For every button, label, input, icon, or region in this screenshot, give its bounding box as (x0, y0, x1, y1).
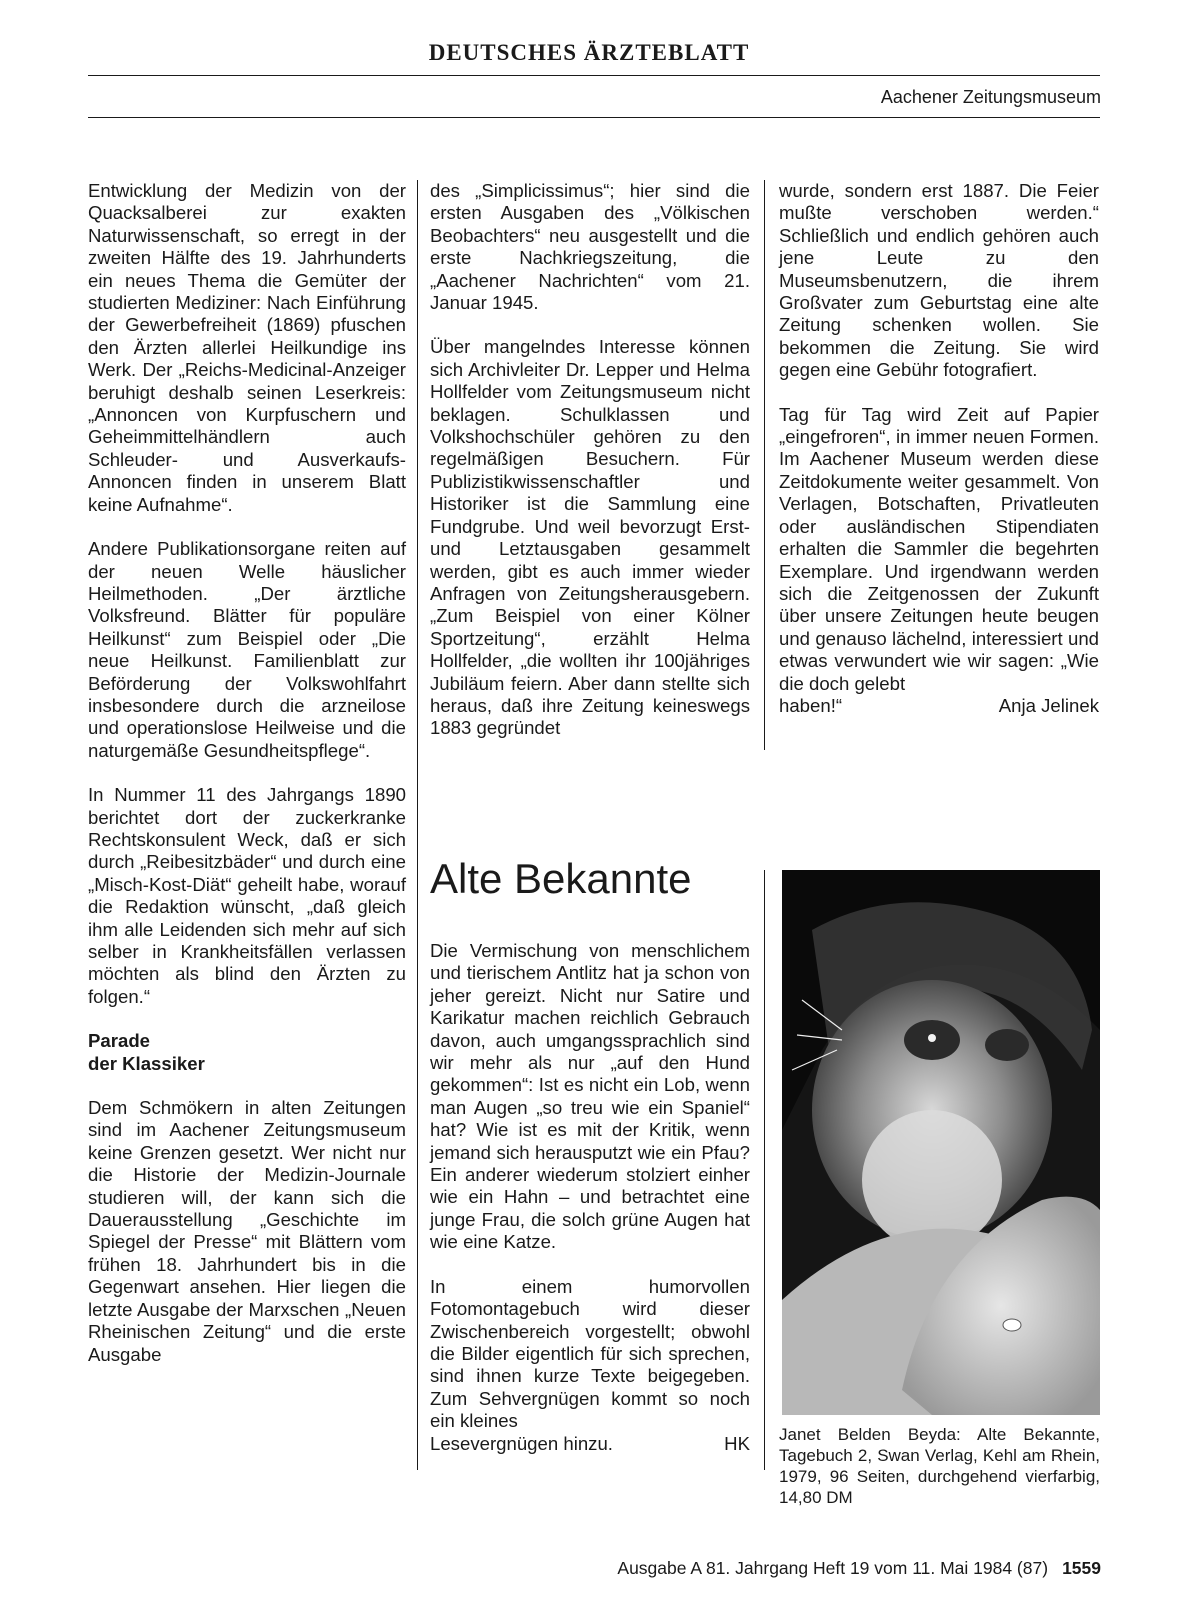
photo-montage (782, 870, 1100, 1415)
column-divider (417, 180, 418, 1470)
cat-woman-photo (782, 870, 1100, 1415)
paragraph: Über mangelndes Interesse können sich Archivleiter Dr. Lepper und Helma Hollfelder vom Zeitungsmuseum nicht beklagen. Schulklassen und Volkshochschüler gehören zu den regelmäßigen Besuchern. Für Publizistikwissenschaftler und Historiker ist die Sammlung eine Fundgrube. Und weil bevorzugt Erst- und Letztausgaben gesammelt werden, gibt es auch immer wieder Anfragen von Zeitungsherausgebern. „Zum Beispiel von einer Kölner Sportzeitung“, erzählt Helma Hollfelder, „die wollten ihr 100jähriges Jubiläum feiern. Aber dann stellte sich heraus, daß ihre Zeitung keineswegs 1883 gegründet (430, 336, 750, 739)
author: Anja Jelinek (998, 694, 1099, 716)
review-column (430, 940, 750, 1455)
paragraph: In Nummer 11 des Jahrgangs 1890 berichtet dort der zuckerkranke Rechtskonsulent Weck, daß er sich durch „Reibesitzbäder“ und durch eine „Misch-Kost-Diät“ geheilt habe, worauf die Redaktion wünscht, „daß gleich ihm alle Leidenden sich mehr auf sich selber in Krankheitsfällen verlassen möchten als blind den Ärzten zu folgen.“ (88, 784, 406, 1007)
paragraph: Dem Schmökern in alten Zeitungen sind im Aachener Zeitungsmuseum keine Grenzen gesetzt. Wer nicht nur die Historie der Medizin-Journale studieren will, der kann sich die Dauerausstellung „Geschichte im Spiegel der Presse“ mit Blättern vom frühen 18. Jahrhundert bis in die Gegenwart ansehen. Hier liegen die letzte Ausgabe der Marxschen „Neuen Rheinischen Zeitung“ und die erste Ausgabe (88, 1097, 406, 1365)
paragraph: Andere Publikationsorgane reiten auf der neuen Welle häuslicher Heilmethoden. „Der ärztliche Volksfreund. Blätter für populäre Heilkunst“ zum Beispiel oder „Die neue Heilkunst. Familienblatt zur Beförderung der Volkswohlfahrt insbesondere durch die arzneilose und operationslose Heilweise und die naturgemäße Gesundheitspflege“. (88, 538, 406, 761)
section-title: Aachener Zeitungsmuseum (880, 87, 1101, 107)
paragraph: In einem humorvollen Fotomontagebuch wird dieser Zwischenbereich vorgestellt; obwohl die Bilder eigentlich für sich sprechen, sind ihnen kurze Texte beigegeben. Zum Sehvergnügen kommt so noch ein kleines (430, 1275, 750, 1432)
paragraph-end: haben!“ (779, 694, 843, 716)
subheading-line-2: der Klassiker (88, 1052, 205, 1074)
paragraph: des „Simplicissimus“; hier sind die ersten Ausgaben des „Völkischen Beobachters“ neu ausgestellt und die erste Nachkriegszeitung, die „Aachener Nachrichten“ vom 21. Januar 1945. (430, 180, 750, 314)
section-rule (88, 117, 1100, 118)
footer (617, 1558, 1101, 1579)
masthead: DEUTSCHES ÄRZTEBLATT (428, 40, 750, 65)
review-title: Alte Bekannte (430, 855, 692, 902)
header-rule (88, 75, 1100, 76)
paragraph-end: Lesevergnügen hinzu. (430, 1432, 613, 1454)
initials: HK (724, 1432, 750, 1454)
article-column-3 (779, 180, 1099, 717)
column-divider (764, 870, 765, 1470)
page-number: 1559 (1062, 1558, 1101, 1578)
article-column-2 (430, 180, 750, 762)
column-divider (764, 180, 765, 750)
photo-caption: Janet Belden Beyda: Alte Bekannte, Tagebuch 2, Swan Verlag, Kehl am Rhein, 1979, 96 Seiten, durchgehend vierfarbig, 14,80 DM (779, 1425, 1100, 1507)
article-column-1 (88, 180, 406, 1388)
byline-line (430, 1433, 750, 1455)
subheading (88, 1030, 406, 1075)
paragraph: Entwicklung der Medizin von der Quacksalberei zur exakten Naturwissenschaft, so erregt in der zweiten Hälfte des 19. Jahrhunderts ein neues Thema die Gemüter der studierten Mediziner: Nach Einführung der Gewerbefreiheit (1869) pfuschen den Ärzten allerlei Heilkundige ins Werk. Der „Reichs-Medicinal-Anzeiger beruhigt deshalb seinen Leserkreis: „Annoncen von Kurpfuschern und Geheimmittelhändlern auch Schleuder- und Ausverkaufs-Annoncen finden in unserem Blatt keine Aufnahme“. (88, 180, 406, 515)
subheading-line-1: Parade (88, 1030, 151, 1052)
issue-info: Ausgabe A 81. Jahrgang Heft 19 vom 11. Mai 1984 (87) (617, 1558, 1049, 1578)
paragraph: Die Vermischung von menschlichem und tierischem Antlitz hat ja schon von jeher gereizt. Nicht nur Satire und Karikatur machen reichlich Gebrauch davon, auch umgangssprachlich sind wir mehr als nur „auf den Hund gekommen“: Ist es nicht ein Lob, wenn man Augen „so treu wie ein Spaniel“ hat? Wie ist es mit der Kritik, wenn jemand sich herausputzt wie ein Pfau? Ein anderer wiederum stolziert einher wie ein Hahn – und betrachtet eine junge Frau, die solch grüne Augen hat wie eine Katze. (430, 940, 750, 1253)
paragraph: wurde, sondern erst 1887. Die Feier mußte verschoben werden.“ Schließlich und endlich gehören auch jene Leute zu den Museumsbenutzern, die ihrem Großvater zum Geburtstag eine alte Zeitung schenken wollen. Sie bekommen die Zeitung. Sie wird gegen eine Gebühr fotografiert. (779, 180, 1099, 381)
paragraph: Tag für Tag wird Zeit auf Papier „eingefroren“, in immer neuen Formen. Im Aachener Museum werden diese Zeitdokumente weiter gesammelt. Von Verlagen, Botschaften, Privatleuten oder ausländischen Stipendiaten erhalten die Sammler die begehrten Exemplare. Und irgendwann werden sich die Zeitgenossen der Zukunft über unsere Zeitungen heute beugen und genauso lächelnd, interessiert und etwas verwundert wie wir sagen: „Wie die doch gelebt (779, 403, 1099, 694)
byline-line (779, 695, 1099, 717)
